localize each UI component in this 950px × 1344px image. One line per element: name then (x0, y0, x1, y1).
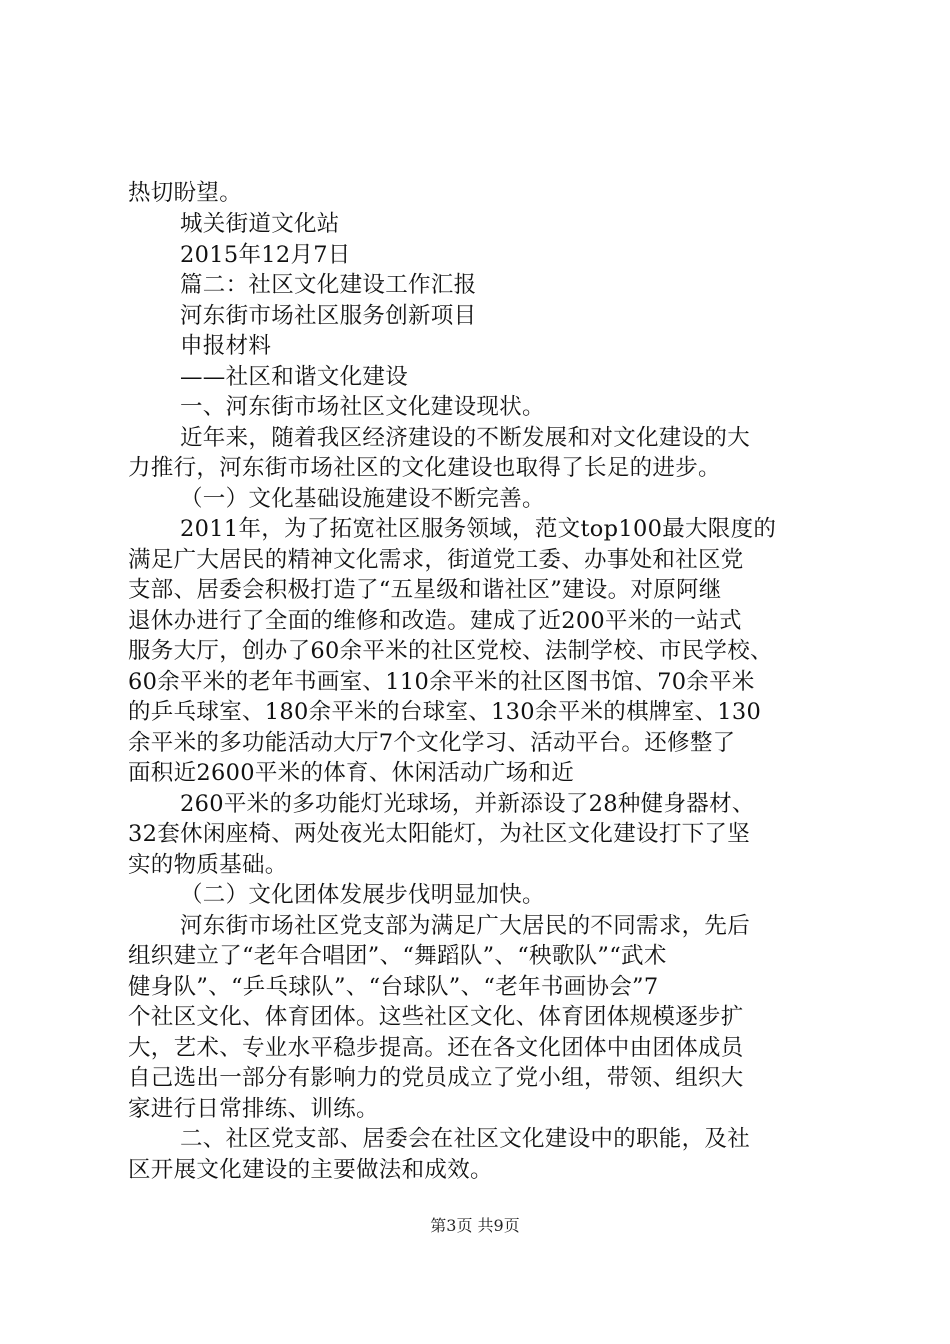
project-title: 河东街市场社区服务创新项目 (180, 303, 477, 329)
paragraph-line: 260平米的多功能灯光球场，并新添设了28种健身器材、 (180, 791, 755, 817)
paragraph-line: 个社区文化、体育团体。这些社区文化、体育团体规模逐步扩 (128, 1004, 744, 1030)
paragraph-line: 区开展文化建设的主要做法和成效。 (128, 1157, 493, 1183)
paragraph-line: 实的物质基础。 (128, 852, 288, 878)
paragraph-line: 余平米的多功能活动大厅7个文化学习、活动平台。还修整了 (128, 730, 736, 756)
paragraph-line: 大，艺术、专业水平稳步提高。还在各文化团体中由团体成员 (128, 1035, 744, 1061)
paragraph-line: 的乒乓球室、180余平米的台球室、130余平米的棋牌室、130 (128, 699, 762, 725)
subheading-1: （一）文化基础设施建设不断完善。 (180, 486, 545, 512)
signature-org: 城关街道文化站 (180, 211, 340, 237)
paragraph-line: 60余平米的老年书画室、110余平米的社区图书馆、70余平米 (128, 669, 755, 695)
paragraph-line: 近年来，随着我区经济建设的不断发展和对文化建设的大 (180, 425, 751, 451)
project-subtitle: 申报材料 (180, 333, 272, 359)
paragraph-line: 支部、居委会积极打造了“五星级和谐社区”建设。对原阿继 (128, 577, 722, 603)
subheading-2: （二）文化团体发展步伐明显加快。 (180, 882, 545, 908)
paragraph-line: 健身队”、“乒乓球队”、“台球队”、“老年书画协会”7 (128, 974, 659, 1000)
paragraph-line: 家进行日常排练、训练。 (128, 1096, 379, 1122)
heading-2: 二、社区党支部、居委会在社区文化建设中的职能，及社 (180, 1126, 751, 1152)
paragraph-line: 自己选出一部分有影响力的党员成立了党小组，带领、组织大 (128, 1065, 744, 1091)
paragraph-line: 服务大厅，创办了60余平米的社区党校、法制学校、市民学校、 (128, 638, 773, 664)
paragraph-line: 退休办进行了全面的维修和改造。建成了近200平米的一站式 (128, 608, 742, 634)
paragraph-line: 河东街市场社区党支部为满足广大居民的不同需求，先后 (180, 913, 751, 939)
paragraph-line: 力推行，河东街市场社区的文化建设也取得了长足的进步。 (128, 455, 721, 481)
paragraph-line: 组织建立了“老年合唱团”、“舞蹈队”、“秧歌队”“武术 (128, 943, 667, 969)
paragraph-line: 32套休闲座椅、两处夜光太阳能灯，为社区文化建设打下了坚 (128, 821, 751, 847)
page-indicator: 第3页 共9页 (430, 1216, 520, 1235)
signature-date: 2015年12月7日 (180, 242, 351, 268)
heading-1: 一、河东街市场社区文化建设现状。 (180, 394, 545, 420)
project-theme: ——社区和谐文化建设 (180, 364, 409, 390)
paragraph-line: 满足广大居民的精神文化需求，街道党工委、办事处和社区党 (128, 547, 744, 573)
paragraph-line: 面积近2600平米的体育、休闲活动广场和近 (128, 760, 575, 786)
section-title: 篇二：社区文化建设工作汇报 (180, 272, 477, 298)
paragraph-line: 2011年，为了拓宽社区服务领域，范文top100最大限度的 (180, 516, 777, 542)
text-line: 热切盼望。 (128, 180, 243, 206)
